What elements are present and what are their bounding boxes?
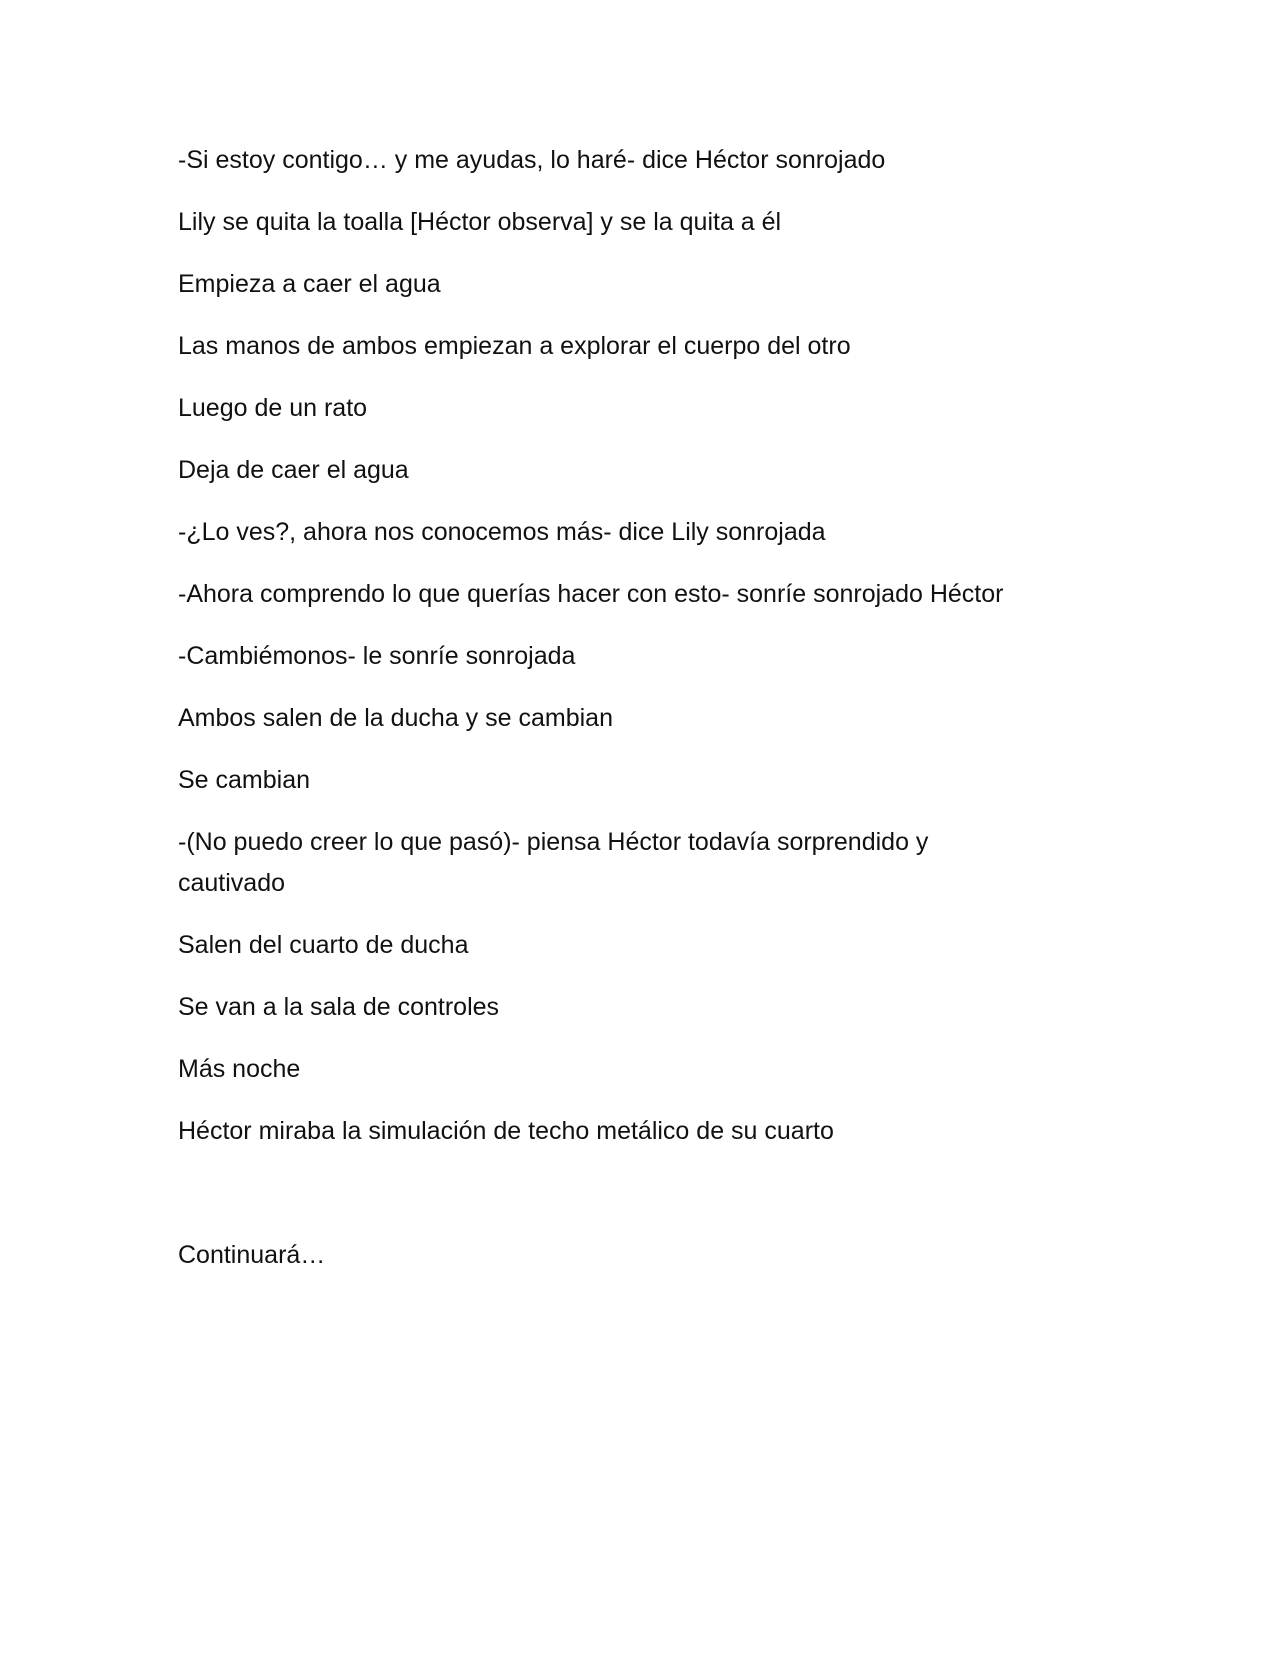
paragraph: Más noche (178, 1055, 301, 1083)
empty-line (178, 1173, 1078, 1214)
paragraph: Empieza a caer el agua (178, 270, 441, 298)
closing-text: Continuará… (178, 1241, 326, 1269)
paragraph: Deja de caer el agua (178, 456, 409, 484)
paragraph: Héctor miraba la simulación de techo metálico de su cuarto (178, 1117, 834, 1145)
paragraph: Salen del cuarto de ducha (178, 931, 469, 959)
paragraph: Se cambian (178, 766, 311, 794)
paragraph: Las manos de ambos empiezan a explorar el cuerpo del otro (178, 332, 851, 360)
paragraph: Se van a la sala de controles (178, 993, 500, 1021)
paragraph: Ambos salen de la ducha y se cambian (178, 704, 613, 732)
paragraph: -Cambiémonos- le sonríe sonrojada (178, 642, 576, 670)
document-body (178, 140, 1078, 1297)
paragraph: -Si estoy contigo… y me ayudas, lo haré- dice Héctor sonrojado (178, 146, 886, 174)
paragraph: Luego de un rato (178, 394, 368, 422)
paragraph: -Ahora comprendo lo que querías hacer con esto- sonríe sonrojado Héctor (178, 580, 1004, 608)
paragraph: -(No puedo creer lo que pasó)- piensa Héctor todavía sorprendido y cautivado (178, 828, 929, 897)
paragraph: Lily se quita la toalla [Héctor observa] y se la quita a él (178, 208, 782, 236)
paragraph: -¿Lo ves?, ahora nos conocemos más- dice Lily sonrojada (178, 518, 826, 546)
